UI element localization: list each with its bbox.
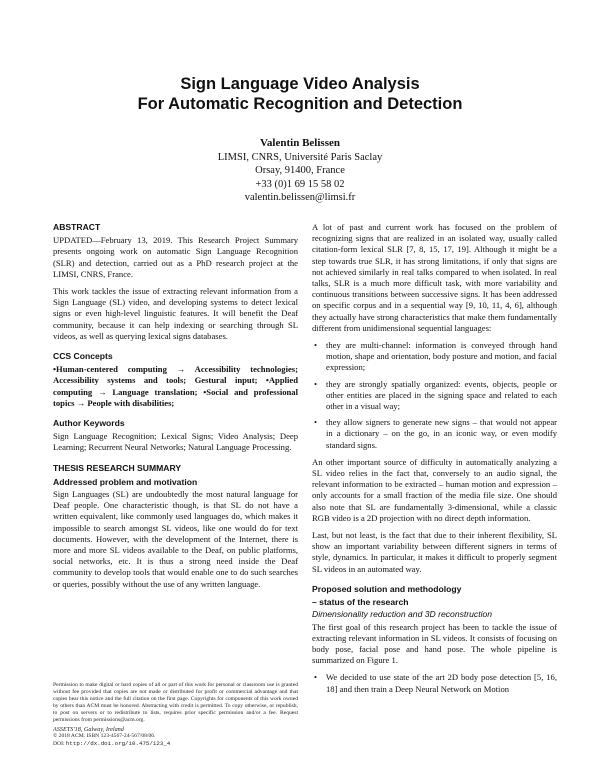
author-block [0, 137, 600, 205]
problem-heading: Addressed problem and motivation [53, 476, 198, 487]
abstract-heading: ABSTRACT [53, 222, 101, 232]
conference-name: ASSETS'18, Galway, Ireland [53, 726, 124, 733]
solution-subheading: – status of the research [312, 597, 409, 608]
ccs-concepts: •Human-centered computing → Accessibility technologies; Accessibility systems and tools; Gestural input; •Applied computing → Language translation; •Social and professional topics → People with disabilities; [53, 364, 298, 408]
list-item-text: they are strongly spatially organized: events, objects, people or other entities are placed in the signing space and related to each other in a visual way; [326, 378, 557, 412]
pipeline-list [312, 672, 557, 694]
solution-heading: Proposed solution and methodology [312, 583, 462, 594]
body-paragraph-2: An other important source of difficulty in automatically analyzing a SL video relies in the fact that, conversely to an audio signal, the relevant information to be extracted – human motion and expression – only accounts for a small fraction of the media file size. One should also note that SL are fundamentally 3-dimensional, while a classic RGB video is a 2D projection with no direct depth information. [312, 456, 557, 523]
abstract-paragraph-2: This work tackles the issue of extracting relevant information from a Sign Language (SL) video, and developing systems to detect lexical signs or even high-level linguistic features. It will benefit the Deaf community, because it can help indexing or searching through SL videos, as well as querying lexical signs databases. [53, 286, 298, 341]
abstract-paragraph-1: UPDATED—February 13, 2019. This Research Project Summary presents ongoing work on automatic Sign Language Recognition (SLR) and detection, carried out as a PhD research project at the LIMSI, CNRS, France. [53, 235, 298, 279]
title-line-2: For Automatic Recognition and Detection [137, 95, 463, 113]
list-item-text: they are multi-channel: information is conveyed through hand motion, shape and orientation, body posture and motion, and facial expression; [326, 340, 557, 373]
doi-link[interactable]: http://dx.doi.org/10.475/123_4 [65, 740, 171, 747]
ccs-heading: CCS Concepts [53, 351, 113, 362]
doi-line [53, 740, 298, 748]
left-column [53, 222, 298, 596]
author-affiliation: LIMSI, CNRS, Université Paris Saclay [217, 151, 383, 163]
keywords-heading: Author Keywords [53, 418, 125, 429]
doi-label: DOI: [53, 741, 65, 747]
permission-text: Permission to make digital or hard copies of all or part of this work for personal or classroom use is granted without fee provided that copies are not made or distributed for profit or commercial advantage and that copies bear this notice and the full citation on the first page. Copyrights for components of this work owned by others than ACM must be honored. Abstracting with credit is permitted. To copy otherwise, or republish, to post on servers or to redistribute to lists, requires prior specific permission and/or a fee. Request permissions from permissions@acm.org. [53, 682, 298, 723]
bullet-icon: • [314, 378, 318, 389]
dimensionality-heading: Dimensionality reduction and 3D reconstruction [312, 609, 493, 620]
copyright-line: © 2018 ACM. ISBN 123-4567-24-567/08/06. [53, 733, 156, 739]
bullet-icon: • [314, 672, 318, 683]
paper-title [0, 74, 600, 114]
body-paragraph-4: The first goal of this research project has been to tackle the issue of extracting relevant information in SL videos. It consists of focusing on body pose, facial pose and hand pose. The whole pipeline is summarized on Figure 1. [312, 621, 557, 666]
characteristics-list [312, 340, 557, 451]
bullet-icon: • [314, 340, 318, 351]
bullet-icon: • [314, 417, 318, 428]
keywords-text: Sign Language Recognition; Lexical Signs; Video Analysis; Deep Learning; Recurrent Neural Networks; Natural Language Processing. [53, 431, 298, 453]
author-city: Orsay, 91400, France [255, 165, 345, 176]
author-name: Valentin Belissen [260, 137, 340, 149]
list-item [312, 379, 557, 413]
right-column [312, 222, 557, 701]
title-line-1: Sign Language Video Analysis [180, 75, 420, 93]
problem-paragraph: Sign Languages (SL) are undoubtedly the most natural language for Deaf people. One characteristic though, is that SL do not have a written equivalent, like commonly used languages do, which makes it impossible to search amongst SL videos, like one would do for text documents. However, with the development of the Internet, there is more and more SL videos available to the Deaf, on public platforms, social networks, etc. It is thus a strong need inside the Deaf community to develop tools that would enable one to do such searches or queries, possibly without the use of any written language. [53, 489, 298, 589]
list-item [312, 417, 557, 451]
body-paragraph-1: A lot of past and current work has focused on the problem of recognizing signs that are realized in an isolated way, usually called citation-form lexical SLR [7, 8, 15, 17, 19]. Although it might be a step towards true SLR, it has strong limitations, if only that signs are not achieved similarly in real talks compared to when isolated. In real talks, SLR is a much more difficult task, with more variability and continuous transitions between successive signs. It has been addressed on specific corpus and in a sequential way [9, 10, 11, 4, 6], although they actually have strong characteristics that make them fundamentally different from unidimensional sequential languages: [312, 222, 557, 333]
list-item [312, 672, 557, 694]
thesis-heading: THESIS RESEARCH SUMMARY [53, 462, 182, 473]
list-item-text: We decided to use state of the art 2D body pose detection [5, 16, 18] and then train a Deep Neural Network on Motion [326, 672, 557, 694]
author-email[interactable]: valentin.belissen@limsi.fr [244, 192, 356, 203]
author-phone: +33 (0)1 69 15 58 02 [255, 178, 345, 190]
list-item [312, 340, 557, 374]
permission-block [53, 682, 298, 748]
body-paragraph-3: Last, but not least, is the fact that due to their inherent flexibility, SL show an important variability between different signers in terms of style, dynamics. In particular, it makes it difficult to properly segment SL videos in an automated way. [312, 530, 557, 574]
list-item-text: they allow signers to generate new signs – that would not appear in a dictionary – on the go, in an iconic way, or even modify standard signs. [326, 417, 557, 450]
